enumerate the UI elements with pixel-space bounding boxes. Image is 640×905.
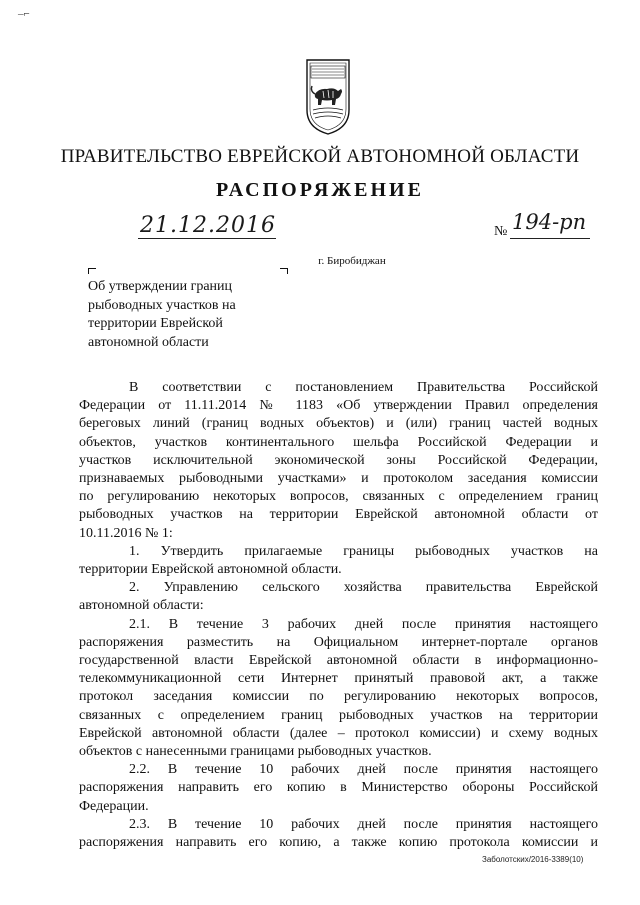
body-line: признаваемых рыбоводными участками» и протоколом заседания комиссии: [79, 471, 598, 487]
body-line: государственной власти Еврейской автономной области в информационно-: [79, 653, 598, 669]
city-name: г. Биробиджан: [318, 255, 386, 267]
body-line: Федерации.: [79, 798, 149, 814]
body-line: участков исключительной экономической зоны Российской Федерации,: [79, 452, 598, 468]
body-line: распоряжения направить его копию, а также копию протокола комиссии и: [79, 835, 598, 851]
scan-mark: –⌐: [18, 8, 30, 20]
body-line: В соответствии с постановлением Правительства Российской: [129, 380, 598, 395]
body-line: 2. Управлению сельского хозяйства правительства Еврейской: [129, 580, 598, 596]
body-line: распоряжения разместить на Официальном интернет-портале органов: [79, 634, 598, 650]
subject-bracket-left: [88, 268, 96, 274]
body-line: Федерации от 11.11.2014 № 1183 «Об утверждении Правил определения: [79, 398, 598, 414]
body-line: автономной области:: [79, 598, 204, 614]
body-line: Еврейской автономной области (далее – протокол комиссии) и схему водных: [79, 725, 598, 741]
handwritten-document-number: 194-рп: [512, 210, 587, 234]
handwritten-date: 21.12.2016: [140, 213, 276, 238]
body-line: 1. Утвердить прилагаемые границы рыбоводных участков на: [129, 543, 598, 559]
document-body: [79, 379, 598, 852]
body-line: 2.1. В течение 3 рабочих дней после принятия настоящего: [129, 616, 598, 632]
body-line: территории Еврейской автономной области.: [79, 562, 342, 578]
document-type-heading: РАСПОРЯЖЕНИЕ: [216, 179, 424, 201]
number-label: №: [494, 224, 508, 239]
subject-line: территории Еврейской: [88, 316, 223, 331]
body-line: по регулированию некоторых вопросов, связанных с определением границ: [79, 489, 598, 505]
subject-line: Об утверждении границ: [88, 279, 233, 294]
body-line: протокол заседания комиссии по регулированию некоторых вопросов,: [79, 689, 598, 705]
document-subject: [88, 278, 298, 352]
date-underline: [138, 238, 276, 239]
body-line: телекоммуникационной сети Интернет принятый правовой акт, а также: [79, 671, 598, 687]
government-title: ПРАВИТЕЛЬСТВО ЕВРЕЙСКОЙ АВТОНОМНОЙ ОБЛАСТИ: [60, 146, 580, 167]
body-line: 2.2. В течение 10 рабочих дней после принятия настоящего: [129, 762, 598, 778]
subject-line: автономной области: [88, 334, 209, 350]
number-underline: [510, 238, 590, 239]
subject-bracket-right: [280, 268, 288, 274]
body-line: распоряжения направить его копию в Министерство обороны Российской: [79, 780, 598, 796]
footer-reference: Заболотских/2016-3389(10): [482, 855, 584, 864]
subject-line: рыбоводных участков на: [88, 297, 236, 313]
body-line: связанных с определением границ рыбоводных участков на территории: [79, 707, 598, 723]
coat-of-arms-emblem: [303, 58, 353, 136]
body-line: объектов, участков континентального шельфа Российской Федерации и: [79, 434, 598, 450]
body-line: береговых линий (границ водных объектов) и (или) границ частей водных: [79, 416, 598, 432]
body-line: 2.3. В течение 10 рабочих дней после принятия настоящего: [129, 816, 598, 832]
body-line: рыбоводных участков на территории Еврейской автономной области от: [79, 507, 598, 523]
body-line: объектов с нанесенными границами рыбоводных участков.: [79, 744, 432, 760]
body-line: 10.11.2016 № 1:: [79, 525, 173, 541]
